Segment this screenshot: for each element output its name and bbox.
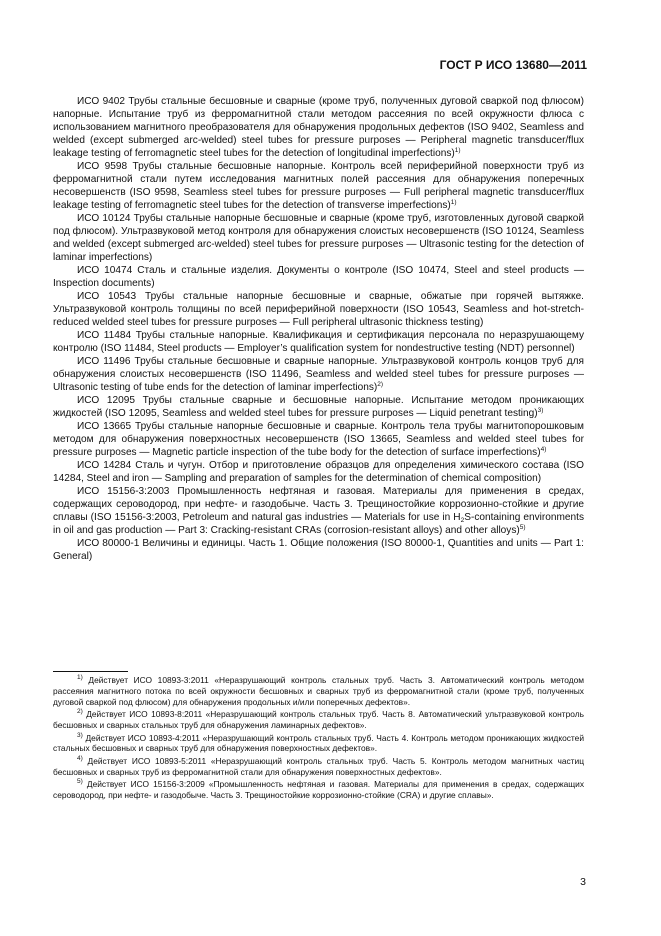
footnote-1: $^{1)}$ Действует ИСО 10893-3:2011 «Неразрушающий контроль стальных труб. Часть 3. Автоматический контроль методом рассеяния магнитного потока по всей окружности бесшовных и сварных труб из ферромагнитной стали (кроме труб, полученных дуговой сваркой под флюсом) для обнаружения продольных и/или поперечных дефектов». (53, 674, 585, 707)
reference-iso-15156-3: ИСО 15156-3:2003 Промышленность нефтяная и газовая. Материалы для применения в средах, содержащих сероводород, при нефте- и газодобыче. Часть 3. Трещиностойкие коррозионно-стойкие и другие сплавы (ISO 15156-3:2003, Petroleum and natural gas industries — Materials for use in $H_2S$-containing environments in oil and gas production — Part 3: Cracking-resistant CRAs (corrosion-resistant alloys) and other alloys)$^{5)}$ (53, 486, 584, 536)
footnote-ref[interactable]: 1) (454, 147, 461, 154)
footnotes (53, 675, 584, 802)
footnote-5: $^{5)}$ Действует ИСО 15156-3:2009 «Промышленность нефтяная и газовая. Материалы для применения в средах, содержащих сероводород, при нефте- и газодобыче. Часть 3. Трещиностойкие коррозионно-стойкие (CRA) и другие сплавы». (53, 778, 585, 801)
document-header: ГОСТ Р ИСО 13680—2011 (439, 58, 587, 72)
reference-iso-13665: ИСО 13665 Трубы стальные напорные бесшовные и сварные. Контроль тела трубы магнитопорошковым методом для обнаружения поверхностных несовершенств (ISO 13665, Seamless and welded steel tubes for pressure purposes — Magnetic particle inspection of the tube body for the detection of surface imperfections)$^{4)}$ (53, 421, 584, 458)
footnote-ref[interactable]: 3) (537, 407, 544, 414)
reference-iso-12095: ИСО 12095 Трубы стальные сварные и бесшовные напорные. Испытание методом проникающих жидкостей (ISO 12095, Seamless and welded steel tubes for pressure purposes — Liquid penetrant testing)$^{3)}$ (53, 395, 584, 419)
footnote-4: $^{4)}$ Действует ИСО 10893-5:2011 «Неразрушающий контроль стальных труб. Часть 5. Контроль методом магнитных частиц бесшовных и сварных труб из ферромагнитной стали для обнаружения поверхностных дефектов». (53, 754, 584, 777)
footnote-3: $^{3)}$ Действует ИСО 10893-4:2011 «Неразрушающий контроль стальных труб. Часть 4. Контроль методом проникающих жидкостей стальных бесшовных и сварных труб для обнаружения поверхностных дефектов». (53, 731, 584, 754)
reference-iso-10474: ИСО 10474 Сталь и стальные изделия. Документы о контроле (ISO 10474, Steel and steel products — Inspection documents) (53, 265, 584, 289)
reference-iso-11496: ИСО 11496 Трубы стальные бесшовные и сварные напорные. Ультразвуковой контроль концов труб для обнаружения слоистых несовершенств (ISO 11496, Seamless and welded steel tubes for pressure purposes — Ultrasonic testing of tube ends for the detection of laminar imperfections)$^{2)}$ (53, 356, 584, 393)
reference-iso-80000-1: ИСО 80000-1 Величины и единицы. Часть 1. Общие положения (ISO 80000-1, Quantities and units — Part 1: General) (53, 538, 584, 562)
footnote-ref[interactable]: 2) (377, 381, 384, 388)
reference-iso-10124: ИСО 10124 Трубы стальные напорные бесшовные и сварные (кроме труб, изготовленных дуговой сваркой под флюсом). Ультразвуковой метод контроля для обнаружения слоистых несовершенств (ISO 10124, Seamless and welded (except submerged arc-welded) steel tubes for pressure purposes — Ultrasonic testing for the detection of laminar imperfections) (53, 213, 584, 263)
footnote-separator (53, 671, 128, 672)
footnote-ref[interactable]: 4) (540, 446, 547, 453)
page-number: 3 (580, 876, 586, 888)
footnote-ref[interactable]: 5) (519, 524, 526, 531)
footnote-2: $^{2)}$ Действует ИСО 10893-8:2011 «Неразрушающий контроль стальных труб. Часть 8. Автоматический ультразвуковой контроль бесшовных и сварных стальных труб для обнаружения ламинарных дефектов». (53, 708, 584, 731)
normative-references-list (53, 95, 584, 563)
footnote-ref[interactable]: 1) (450, 199, 457, 206)
reference-iso-10543: ИСО 10543 Трубы стальные напорные бесшовные и сварные, обжатые при горячей вытяжке. Ультразвуковой контроль толщины по всей периферийной поверхности (ISO 10543, Seamless and hot-stretch-reduced welded steel tubes for pressure purposes — Full peripheral ultrasonic thickness testing) (53, 291, 584, 328)
reference-iso-14284: ИСО 14284 Сталь и чугун. Отбор и приготовление образцов для определения химического состава (ISO 14284, Steel and iron — Sampling and preparation of samples for the determination of chemical composition) (53, 460, 584, 484)
reference-iso-9402: ИСО 9402 Трубы стальные бесшовные и сварные (кроме труб, полученных дуговой сваркой под флюсом) напорные. Испытание труб из ферромагнитной стали методом рассеяния по всей окружности флюса с использованием магнитного преобразователя для обнаружения продольных дефектов (ISO 9402, Seamless and welded (except submerged arc-welded) steel tubes for pressure purposes — Peripheral magnetic transducer/flux leakage testing of ferromagnetic steel tubes for the detection of longitudinal imperfections)$^{1)}$ (53, 96, 584, 159)
reference-iso-11484: ИСО 11484 Трубы стальные напорные. Квалификация и сертификация персонала по неразрушающему контролю (ISO 11484, Steel products — Employer’s qualification system for nondestructive testing (NDT) personnel) (53, 330, 584, 354)
reference-iso-9598: ИСО 9598 Трубы стальные бесшовные напорные. Контроль всей периферийной поверхности труб из ферромагнитной стали путем исследования магнитных полей рассеяния для обнаружения поперечных несовершенств (ISO 9598, Seamless steel tubes for pressure purposes — Full peripheral magnetic transducer/flux leakage testing of ferromagnetic steel tubes for the detection of transverse imperfections)$^{1)}$ (53, 161, 584, 211)
